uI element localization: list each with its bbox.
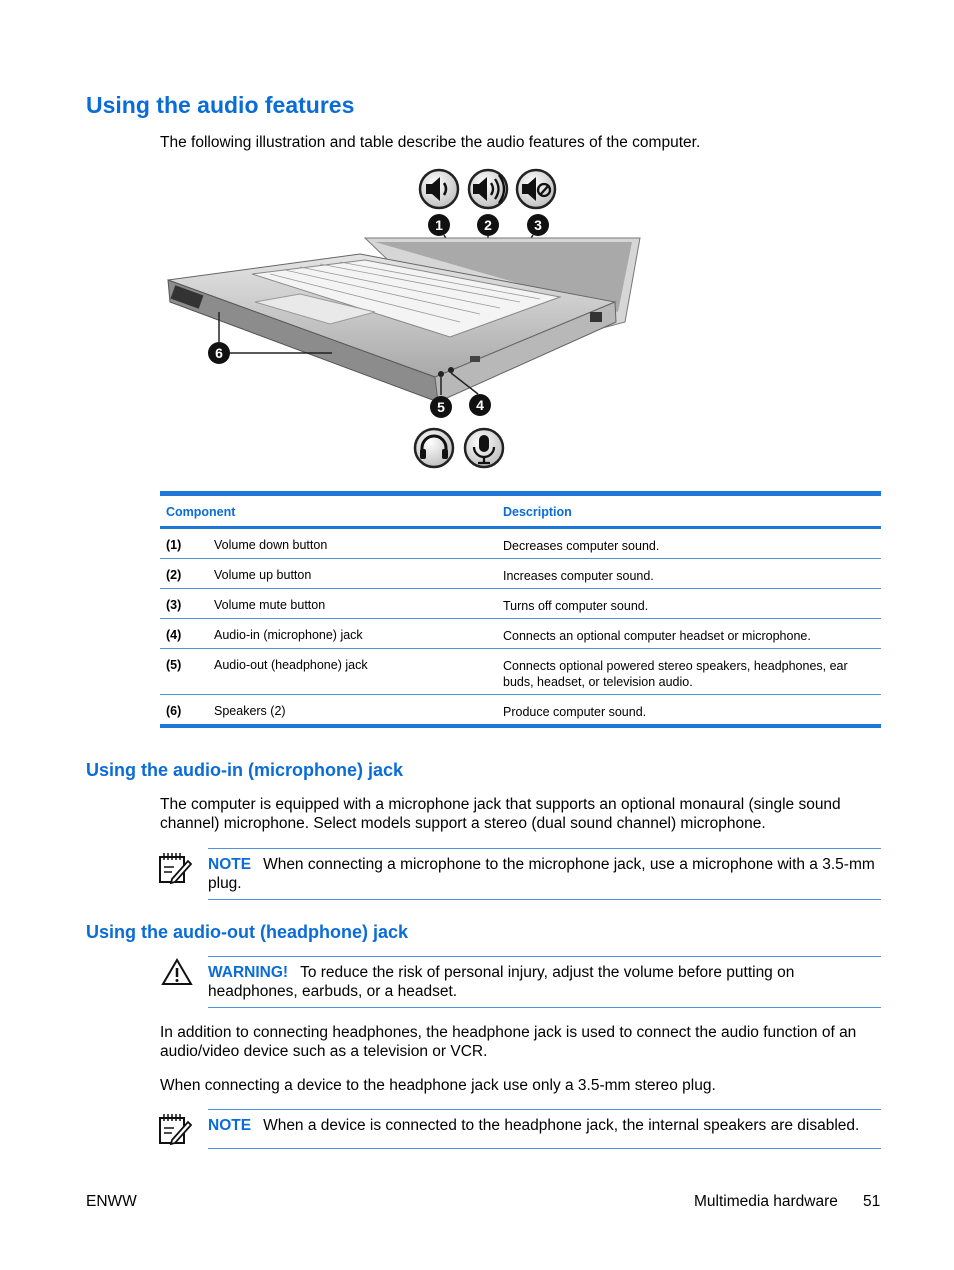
table-row xyxy=(160,529,881,559)
warning-label: WARNING! xyxy=(208,964,289,981)
callout-5 xyxy=(430,396,452,418)
laptop-drawing xyxy=(168,238,640,402)
footer-section: Multimedia hardware xyxy=(694,1193,838,1210)
row-number: (3) xyxy=(166,598,182,612)
intro-paragraph: The following illustration and table describe the audio features of the computer. xyxy=(160,134,701,151)
svg-text:3: 3 xyxy=(534,217,542,233)
callout-2 xyxy=(477,214,499,236)
callout-3 xyxy=(527,214,549,236)
row-number: (1) xyxy=(166,538,182,552)
row-component: Speakers (2) xyxy=(214,704,286,718)
note-icon xyxy=(158,1112,192,1151)
microphone-icon xyxy=(465,429,503,467)
svg-text:5: 5 xyxy=(437,399,445,415)
section-heading-microphone: Using the audio-in (microphone) jack xyxy=(86,760,404,780)
row-component: Audio-in (microphone) jack xyxy=(214,628,363,642)
table-row xyxy=(160,619,881,649)
svg-text:2: 2 xyxy=(484,217,492,233)
table-row xyxy=(160,559,881,589)
svg-text:6: 6 xyxy=(215,345,223,361)
header-description: Description xyxy=(503,505,572,519)
row-number: (6) xyxy=(166,704,182,718)
callout-6 xyxy=(208,342,230,364)
note-label: NOTE xyxy=(208,856,252,873)
audio-features-illustration xyxy=(160,162,650,472)
note-label: NOTE xyxy=(208,1117,252,1134)
warning-icon xyxy=(161,958,193,991)
note-microphone xyxy=(208,848,881,900)
row-description: Connects an optional computer headset or microphone. xyxy=(503,629,811,643)
volume-mute-icon xyxy=(517,170,555,208)
row-description: Produce computer sound. xyxy=(503,705,647,719)
microphone-paragraph: The computer is equipped with a microphone jack that supports an optional monaural (single sound channel) microphone. Select models support a stereo (dual sound channel) microphone. xyxy=(160,796,841,832)
headphone-paragraph-2: When connecting a device to the headphone jack use only a 3.5-mm stereo plug. xyxy=(160,1077,716,1094)
volume-up-icon xyxy=(469,170,507,208)
header-component: Component xyxy=(166,505,236,519)
row-description: Decreases computer sound. xyxy=(503,539,660,553)
row-component: Volume mute button xyxy=(214,598,326,612)
svg-text:4: 4 xyxy=(476,397,484,413)
page-number: 51 xyxy=(863,1193,881,1210)
row-description: Connects optional powered stereo speakers, headphones, ear buds, headset, or television audio. xyxy=(503,659,848,689)
callout-1 xyxy=(428,214,450,236)
headphone-icon xyxy=(415,429,453,467)
row-description: Increases computer sound. xyxy=(503,569,654,583)
note-text: When a device is connected to the headphone jack, the internal speakers are disabled. xyxy=(263,1117,860,1134)
section-heading-headphone: Using the audio-out (headphone) jack xyxy=(86,922,409,942)
row-component: Volume up button xyxy=(214,568,312,582)
audio-components-table xyxy=(160,491,881,728)
row-number: (4) xyxy=(166,628,182,642)
svg-text:1: 1 xyxy=(435,217,443,233)
callout-4 xyxy=(469,394,491,416)
note-headphone xyxy=(208,1109,881,1149)
warning-text: To reduce the risk of personal injury, adjust the volume before putting on headphones, earbuds, or a headset. xyxy=(208,964,795,1000)
row-number: (5) xyxy=(166,658,182,672)
warning-headphone xyxy=(208,956,881,1008)
headphone-paragraph-1: In addition to connecting headphones, the headphone jack is used to connect the audio function of an audio/video device such as a television or VCR. xyxy=(160,1024,857,1060)
note-icon xyxy=(158,851,192,890)
page-title: Using the audio features xyxy=(86,92,355,118)
table-row xyxy=(160,695,881,724)
note-text: When connecting a microphone to the microphone jack, use a microphone with a 3.5-mm plug. xyxy=(208,856,875,892)
footer-left: ENWW xyxy=(86,1193,137,1210)
volume-down-icon xyxy=(420,170,458,208)
table-row xyxy=(160,649,881,695)
row-number: (2) xyxy=(166,568,182,582)
row-description: Turns off computer sound. xyxy=(503,599,649,613)
table-row xyxy=(160,589,881,619)
row-component: Audio-out (headphone) jack xyxy=(214,658,368,672)
table-header xyxy=(160,496,881,529)
row-component: Volume down button xyxy=(214,538,328,552)
